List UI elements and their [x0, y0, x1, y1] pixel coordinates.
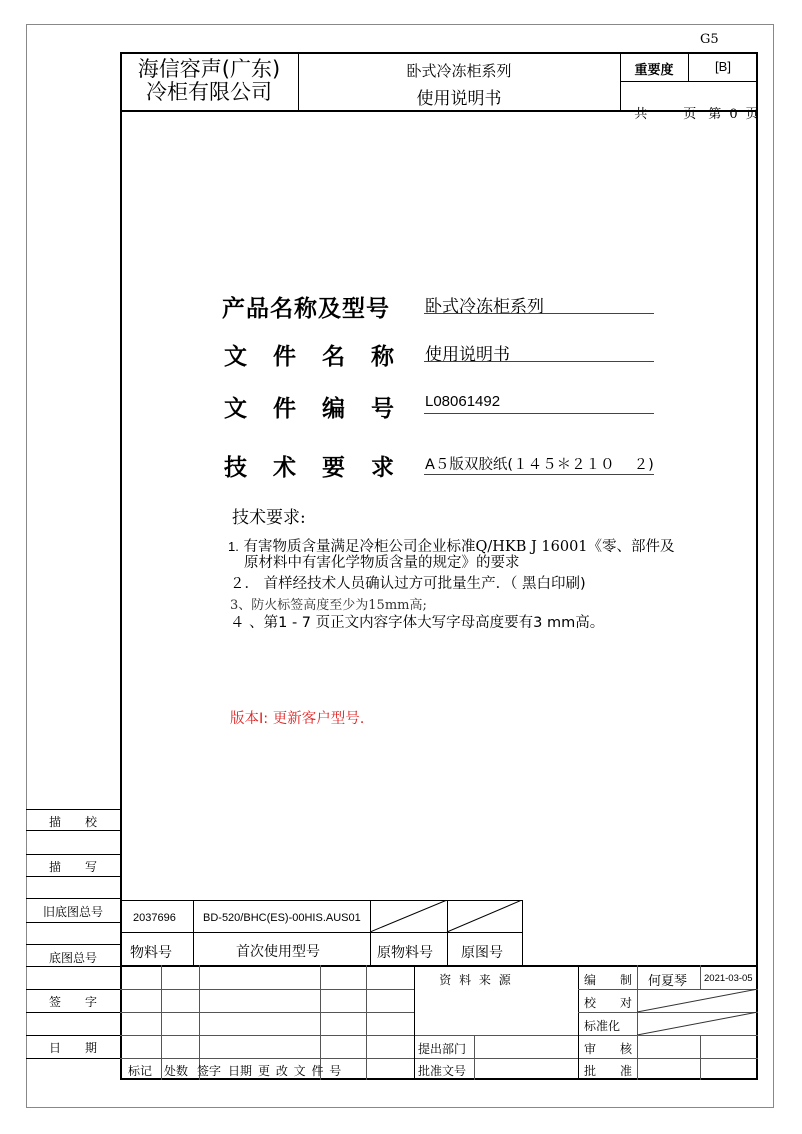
material-sep	[193, 900, 194, 965]
company-line-1: 海信容声(广东)	[137, 57, 281, 81]
approval-label-standardize: 标准化	[584, 1019, 621, 1033]
strip-line	[26, 876, 120, 877]
orig-drawing-label: 原图号	[461, 945, 503, 961]
footer-sign: 签字	[197, 1064, 222, 1078]
importance-value: [B]	[715, 59, 731, 74]
approval-label-compile: 编 制	[584, 973, 633, 987]
company-line-2: 冷柜有限公司	[146, 80, 272, 104]
strip-line	[26, 898, 120, 899]
approval-doc-label: 批准文号	[418, 1064, 467, 1078]
material-no-label: 物料号	[130, 945, 172, 961]
doc-type: 使用说明书	[416, 89, 502, 109]
page-label: 页	[683, 107, 697, 122]
field-value-techreq: A５版双胶纸(１４５＊２１０ ２)	[425, 457, 654, 473]
rev-col	[366, 965, 367, 1080]
rev-line	[120, 1058, 758, 1059]
material-bottom	[120, 965, 758, 967]
requirement-text: 有害物质含量满足冷柜公司企业标准Q/HKB J 16001《零、部件及	[243, 539, 675, 555]
sheet-suffix: 页	[745, 107, 759, 122]
field-underline-techreq	[424, 474, 654, 475]
material-sep	[522, 900, 523, 965]
footer-date: 日期	[228, 1064, 253, 1078]
field-label-docname: 文 件 名 称	[224, 344, 404, 370]
rev-col	[474, 1035, 475, 1080]
footer-count: 处数	[164, 1064, 189, 1078]
approval-col	[700, 1035, 701, 1080]
strip-trace-check: 描 校	[48, 815, 97, 829]
importance-label: 重要度	[634, 63, 674, 78]
rev-col	[161, 965, 162, 1080]
field-underline-product	[424, 313, 654, 314]
total-label: 共	[634, 107, 648, 122]
strip-line	[26, 966, 120, 967]
rev-line	[120, 989, 414, 990]
rev-line	[120, 1012, 414, 1013]
first-model-label: 首次使用型号	[236, 944, 320, 960]
first-model-value: BD-520/BHC(ES)-00HIS.AUS01	[203, 912, 361, 924]
field-label-docno: 文 件 编 号	[224, 396, 404, 422]
field-underline-docname	[424, 361, 654, 362]
orig-material-label: 原物料号	[377, 945, 433, 961]
strip-old-drawing-no: 旧底图总号	[42, 905, 103, 919]
approval-col	[700, 965, 701, 989]
approval-sep	[578, 965, 579, 1080]
strip-line	[26, 809, 120, 810]
doc-series: 卧式冷冻柜系列	[406, 62, 512, 80]
strip-line	[26, 922, 120, 923]
field-value-docno: L08061492	[425, 393, 501, 410]
approval-name-compile: 何夏琴	[648, 974, 688, 989]
strip-line	[26, 1035, 120, 1036]
strip-date: 日 期	[48, 1041, 97, 1055]
approval-empty-slashes	[637, 989, 758, 1035]
material-empty-slashes	[370, 900, 522, 932]
page-code: G5	[700, 32, 719, 47]
strip-line	[26, 1012, 120, 1013]
header-sep-4	[620, 81, 758, 82]
footer-change-doc: 更 改 文 件 号	[258, 1064, 343, 1078]
requirement-line: 3、防火标签高度至少为15mm高;	[230, 598, 427, 613]
requirements-title: 技术要求:	[232, 508, 306, 528]
total-pages	[626, 88, 759, 122]
version-note: 版本I: 更新客户型号.	[230, 711, 365, 727]
requirement-line: 原材料中有害化学物质含量的规定》的要求	[244, 555, 520, 571]
strip-line	[26, 944, 120, 945]
sheet-value: 0	[729, 107, 738, 122]
company-name	[122, 58, 296, 104]
approval-label-approve: 批 准	[584, 1064, 633, 1078]
requirement-number: 1.	[228, 539, 239, 554]
rev-line	[120, 1035, 758, 1036]
approval-label-proofread: 校 对	[584, 996, 633, 1010]
approval-label-review: 审 核	[584, 1042, 633, 1056]
field-label-techreq: 技 术 要 求	[224, 455, 404, 481]
approval-date-compile: 2021-03-05	[704, 973, 753, 984]
material-mid	[120, 932, 522, 933]
sheet-label: 第	[708, 107, 722, 122]
footer-mark: 标记	[128, 1064, 153, 1078]
strip-trace-write: 描 写	[48, 860, 97, 874]
strip-base-drawing-no: 底图总号	[48, 951, 97, 965]
strip-line	[26, 830, 120, 831]
field-underline-docno	[424, 413, 654, 414]
strip-signature: 签 字	[48, 995, 97, 1009]
dept-label: 提出部门	[418, 1042, 467, 1056]
strip-line	[26, 989, 120, 990]
strip-line	[26, 854, 120, 855]
requirement-line: ４ 、第1 - 7 页正文内容字体大写字母高度要有3 mm高。	[230, 615, 605, 631]
material-no-value: 2037696	[133, 912, 176, 924]
field-value-product: 卧式冷冻柜系列	[425, 297, 544, 317]
requirement-line: ２． 首样经技术人员确认过方可批量生产．（ 黑白印刷)	[230, 576, 586, 592]
field-value-docname: 使用说明书	[425, 345, 510, 365]
strip-line	[26, 1058, 120, 1059]
field-label-product: 产品名称及型号	[222, 296, 390, 322]
source-label: 资 料 来 源	[439, 973, 513, 987]
